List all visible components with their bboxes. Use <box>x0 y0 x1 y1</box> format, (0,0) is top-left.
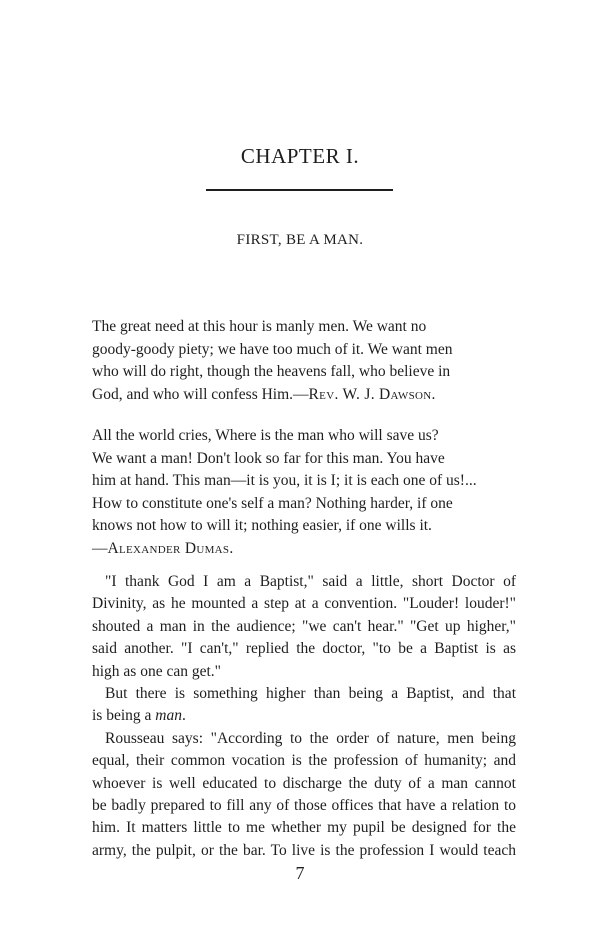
body-line <box>92 705 516 727</box>
emphasis-man: man <box>155 707 182 725</box>
chapter-subtitle: FIRST, BE A MAN. <box>236 232 364 248</box>
chapter-title: CHAPTER I. <box>240 144 360 168</box>
body-line: be badly prepared to fill any of those offices that have a relation to <box>92 797 516 815</box>
body-line: said another. "I can't," replied the doctor, "to be a Baptist is as <box>92 640 516 658</box>
epigraph-line: All the world cries, Where is the man who will save us? <box>92 427 439 444</box>
body-line: equal, their common vocation is the profession of humanity; and <box>92 752 516 770</box>
body-text-run: . <box>181 707 186 725</box>
body-line: "I thank God I am a Baptist," said a little, short Doctor of <box>105 573 516 590</box>
epigraph-line: How to constitute one's self a man? Nothing harder, if one <box>92 494 453 512</box>
body-line: Rousseau says: "According to the order of nature, men being <box>105 729 516 747</box>
epigraph-dumas <box>92 425 522 560</box>
body-line: whoever is well educated to discharge the duty of a man cannot <box>92 774 516 792</box>
body-line: high as one can get." <box>92 662 221 680</box>
body-line: But there is something higher than being a Baptist, and that <box>105 685 516 703</box>
epigraph-line: We want a man! Don't look so far for this man. You have <box>92 449 445 467</box>
epigraph-line: him at hand. This man—it is you, it is I; it is each one of us!... <box>92 472 477 489</box>
epigraph-line: who will do right, though the heavens fall, who believe in <box>92 363 451 380</box>
epigraph-attribution: Rev. W. J. Dawson. <box>308 385 436 403</box>
epigraph-text: God, and who will confess Him.— <box>92 385 309 403</box>
page-number: 7 <box>295 863 305 883</box>
epigraph-attribution: Alexander Dumas. <box>107 539 234 557</box>
body-text <box>92 571 516 862</box>
chapter-divider <box>206 189 393 191</box>
body-text-run: is being a <box>92 707 156 725</box>
body-line: Divinity, as he mounted a step at a convention. "Louder! louder!" <box>92 595 516 613</box>
body-line: army, the pulpit, or the bar. To live is the profession I would teach <box>92 841 516 859</box>
epigraph-line <box>92 384 522 407</box>
epigraph-line: The great need at this hour is manly men. We want no <box>92 318 427 335</box>
epigraph-line: knows not how to will it; nothing easier, if one wills it. <box>92 517 432 534</box>
epigraph-text: — <box>92 539 108 557</box>
epigraph-dawson <box>92 316 522 406</box>
body-line: him. It matters little to me whether my pupil be designed for the <box>92 819 516 837</box>
epigraph-line <box>92 538 522 561</box>
body-line: shouted a man in the audience; "we can't hear." "Get up higher," <box>92 617 516 635</box>
epigraph-line: goody-goody piety; we have too much of it. We want men <box>92 340 453 358</box>
